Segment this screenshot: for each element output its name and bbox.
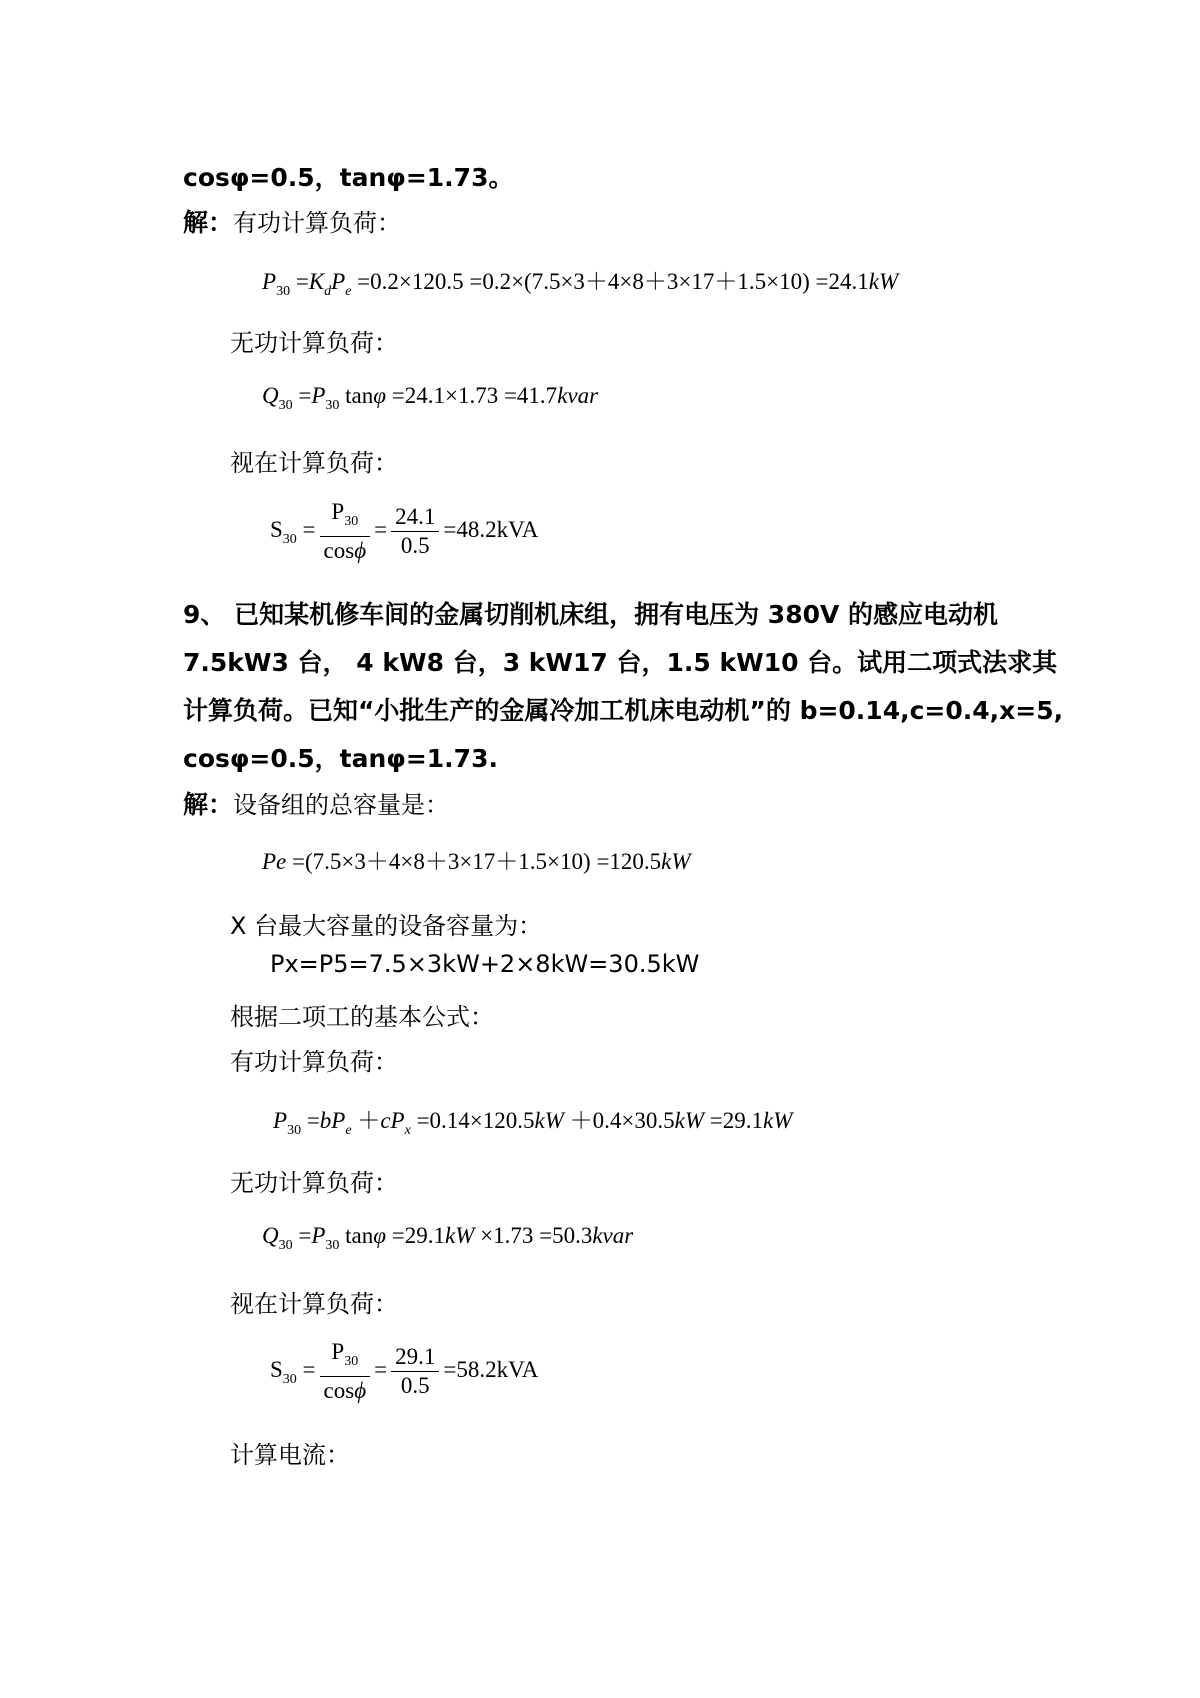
q30-expression: =24.1×1.73 =41.7	[391, 383, 558, 408]
p30-formula-2: $P_{30} =bP_e +cP_x =0.14\times 120.5kW +0.4\times 30.5kW =29.1kW$	[273, 1108, 793, 1138]
solution-label: 解：	[183, 790, 234, 819]
value-fraction: $\frac{24.1}{0.5}$	[391, 505, 439, 558]
solution-2	[183, 785, 449, 821]
p30-result: =29.1	[704, 1108, 763, 1133]
p30-over-cos: $\frac{P_{30}}{\cos\phi}$	[320, 500, 371, 563]
p30-b-term: =0.14×120.5	[416, 1108, 535, 1133]
x-capacity-label: X 台最大容量的设备容量为：	[230, 912, 543, 940]
solution-1	[183, 203, 401, 239]
s30-result: =58.2kVA	[443, 1356, 539, 1382]
pe-formula: Pe =(7.5×3＋4×8＋3×17＋1.5×10) =120.5kW	[262, 849, 691, 874]
apparent-load-label-2: 视在计算负荷：	[230, 1290, 398, 1318]
solution-label: 解：	[183, 208, 234, 237]
s30-formula-1: $S_{30}$ = $\frac{P_{30}}{\cos\phi}$ = $\frac{24.1}{0.5}$ =48.2kVA	[270, 499, 539, 563]
p30-over-cos: $\frac{P_{30}}{\cos\phi}$	[320, 1340, 371, 1403]
p30-unit: kW	[868, 269, 899, 294]
capacity-label: 设备组的总容量是：	[233, 791, 450, 819]
q30-value: =29.1	[391, 1223, 445, 1248]
reactive-load-label-1: 无功计算负荷：	[230, 329, 398, 357]
value-fraction: $\frac{29.1}{0.5}$	[391, 1345, 439, 1398]
p30-formula-1: $P_{30} =K_dP_e =0.2\times 120.5 =0.2\times(7.5\times 3+4\times 8+3\times 17+1.5\times 10) =24.1kW$	[262, 269, 899, 299]
current-label: 计算电流：	[230, 1441, 350, 1469]
given-values: cosφ=0.5，tanφ=1.73。	[183, 163, 514, 192]
q30-expression: ×1.73 =50.3	[480, 1223, 593, 1248]
pe-unit: kW	[661, 849, 691, 874]
apparent-load-label-1: 视在计算负荷：	[230, 449, 398, 477]
p30-c-term: ＋0.4×30.5	[569, 1108, 675, 1133]
p30-expression: =0.2×120.5 =0.2×(7.5×3＋4×8＋3×17＋1.5×10) =24.1	[357, 269, 869, 294]
problem-9-line3: 计算负荷。已知“小批生产的金属冷加工机床电动机”的 b=0.14,c=0.4,x=5,	[183, 696, 1064, 725]
q30-formula-2: $Q_{30} =P_{30}$ tanφ =29.1kW ×1.73 =50.3kvar	[262, 1223, 634, 1253]
pe-expression: =(7.5×3＋4×8＋3×17＋1.5×10) =120.5	[292, 849, 662, 874]
problem-9-line4: cosφ=0.5，tanφ=1.73.	[183, 744, 498, 773]
problem-9-line2: 7.5kW3 台， 4 kW8 台，3 kW17 台，1.5 kW10 台。试用二项式法求其	[183, 648, 1058, 677]
problem-9-line1: 9、 已知某机修车间的金属切削机床组，拥有电压为 380V 的感应电动机	[183, 600, 999, 629]
s30-formula-2: $S_{30}$ = $\frac{P_{30}}{\cos\phi}$ = $\frac{29.1}{0.5}$ =58.2kVA	[270, 1339, 539, 1403]
reactive-load-label-2: 无功计算负荷：	[230, 1169, 398, 1197]
q30-unit: kvar	[557, 383, 599, 408]
active-load-label-2: 有功计算负荷：	[230, 1048, 398, 1076]
px-formula: Px=P5=7.5×3kW+2×8kW=30.5kW	[270, 950, 700, 978]
active-load-label: 有功计算负荷：	[233, 209, 402, 237]
s30-result: =48.2kVA	[443, 516, 539, 542]
binomial-label: 根据二项工的基本公式：	[230, 1003, 494, 1031]
q30-formula-1: $Q_{30} =P_{30}$ tanφ =24.1×1.73 =41.7kvar	[262, 383, 599, 413]
